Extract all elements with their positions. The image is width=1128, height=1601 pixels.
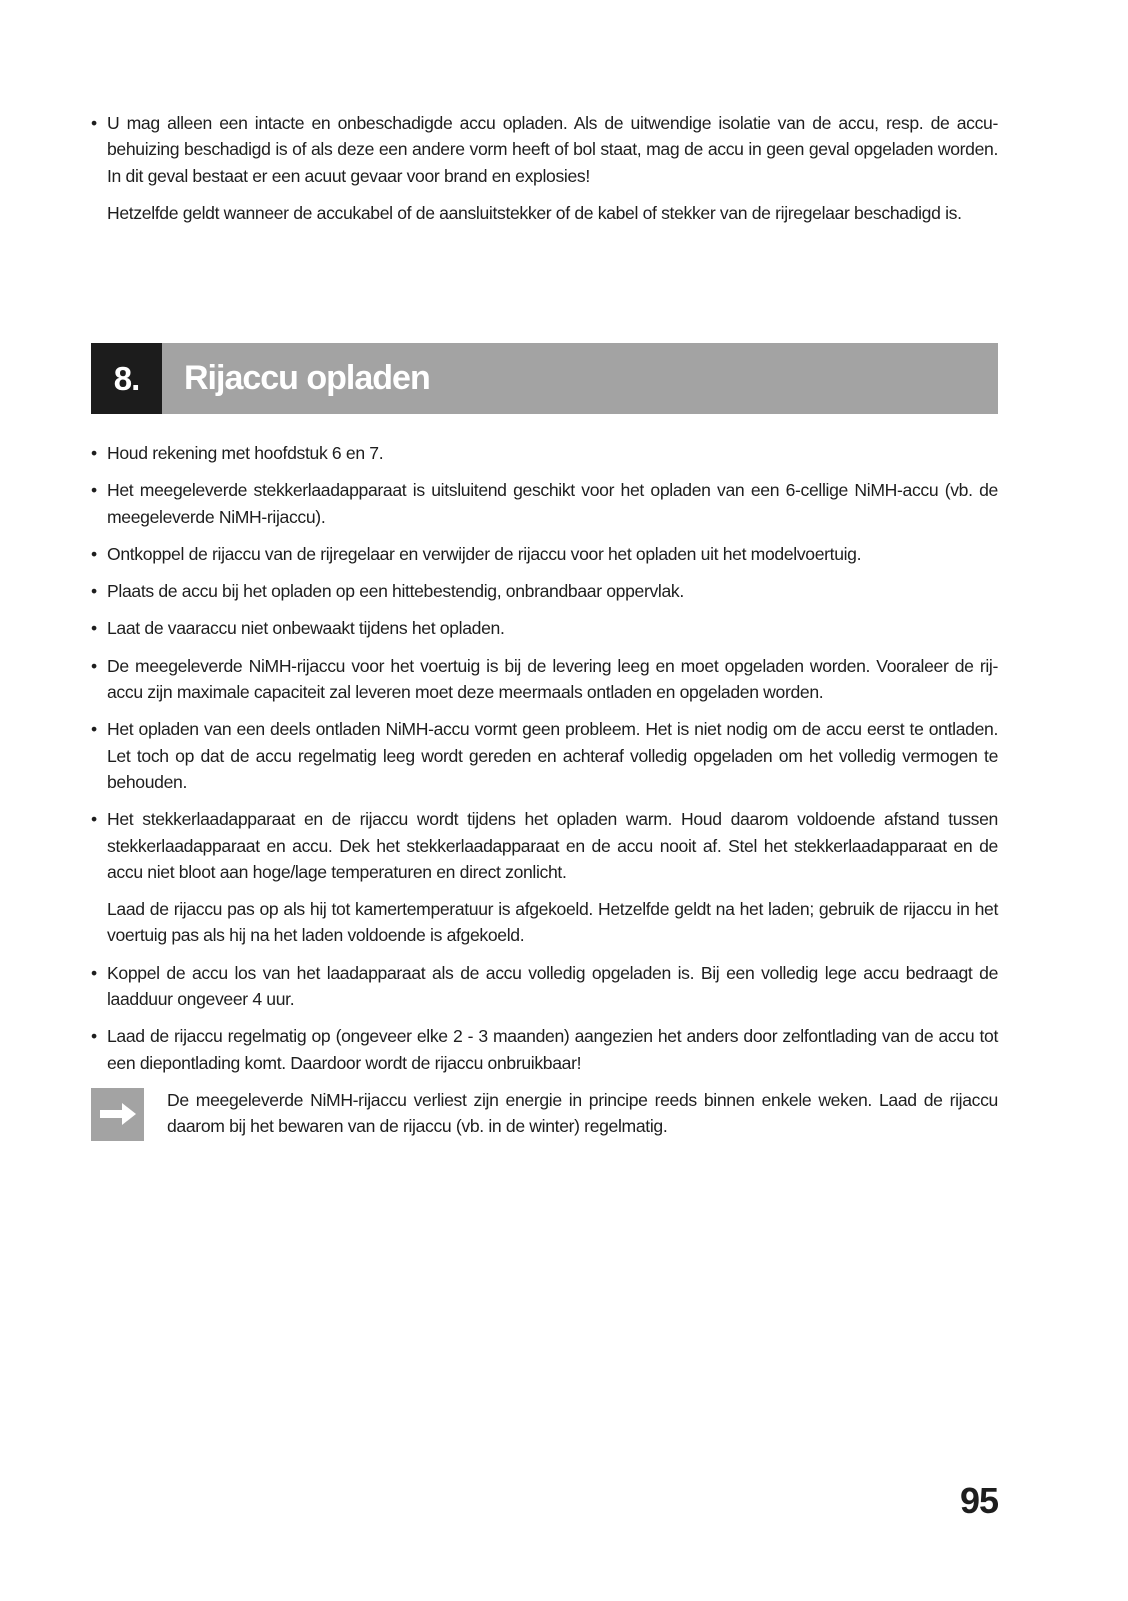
note-box (91, 1087, 998, 1140)
list-item (91, 1023, 998, 1076)
bullet: • (91, 443, 97, 463)
note-text: De meegeleverde NiMH-rijaccu verliest zijn energie in principe reeds binnen enkele weken. Laad de rijaccu daarom bij het bewaren van de rijaccu (vb. in de winter) regelmatig. (167, 1089, 998, 1137)
bullet: • (91, 618, 97, 639)
list-item-text: Laat de vaaraccu niet onbewaakt tijdens het opladen. (107, 618, 505, 639)
list-item-text: Het meegeleverde stekkerlaadapparaat is uitsluitend geschikt voor het opladen van een 6-cellige NiMH-accu (vb. de meegeleverde NiMH-rijaccu). (107, 480, 998, 527)
list-item-text: Plaats de accu bij het opladen op een hittebestendig, onbrandbaar oppervlak. (107, 581, 684, 602)
list-item (91, 615, 998, 641)
bullet: • (91, 543, 97, 564)
section-heading (91, 343, 998, 414)
section-title: Rijaccu opladen (184, 359, 430, 397)
bullet: • (91, 655, 97, 676)
bullet: • (91, 480, 97, 501)
page-number: 95 (959, 1480, 998, 1521)
list-item-text: Laad de rijaccu regelmatig op (ongeveer elke 2 - 3 maanden) aangezien het anders door zelfontlading van de accu tot een diepontlading komt. Daardoor wordt de rijaccu onbruikbaar! (107, 1026, 998, 1073)
list-item (91, 716, 998, 795)
list-item-continuation: Hetzelfde geldt wanneer de accukabel of de aansluitstekker of de kabel of stekker van de rijregelaar beschadigd is. (107, 202, 962, 223)
list-item (91, 960, 998, 1013)
bullet: • (91, 719, 97, 740)
list-item-text: Het stekkerlaadapparaat en de rijaccu wordt tijdens het opladen warm. Houd daarom voldoende afstand tussen stekkerlaadapparaat en accu. Dek het stekkerlaadapparaat en de accu nooit af. Stel het stekkerlaadapparaat en de accu niet bloot aan hoge/lage temperaturen en direct zonlicht. (107, 809, 998, 882)
list-item-text: De meegeleverde NiMH-rijaccu voor het voertuig is bij de levering leeg en moet opgeladen worden. Vooraleer de rij-accu zijn maximale capaciteit zal leveren moet deze meermaals ontladen en opgeladen worden. (107, 655, 998, 703)
list-item (91, 477, 998, 530)
bullet-list (91, 440, 998, 1140)
bullet: • (91, 113, 97, 133)
list-item (91, 110, 998, 189)
list-item (91, 440, 998, 466)
section-number: 8. (91, 343, 162, 414)
list-item (91, 578, 998, 604)
list-item (91, 541, 998, 567)
list-item-text: Houd rekening met hoofdstuk 6 en 7. (107, 443, 384, 463)
list-item-continuation: Laad de rijaccu pas op als hij tot kamertemperatuur is afgekoeld. Hetzelfde geldt na het laden; gebruik de rijaccu in het voertuig pas als hij na het laden voldoende is afgekoeld. (107, 899, 998, 946)
list-item-text: Koppel de accu los van het laadapparaat als de accu volledig opgeladen is. Bij een volledig lege accu bedraagt de laadduur ongeveer 4 uur. (107, 962, 998, 1010)
arrow-right-icon (91, 1088, 144, 1141)
bullet: • (91, 581, 97, 602)
bullet: • (91, 962, 97, 983)
intro-section (91, 110, 998, 237)
list-item-text: U mag alleen een intacte en onbeschadigde accu opladen. Als de uitwendige isolatie van de accu, resp. de accu-behuizing beschadigd is of als deze een andere vorm heeft of bol staat, mag de accu in geen geval opgeladen worden. In dit geval bestaat er een acuut gevaar voor brand en explosies! (107, 113, 998, 186)
list-item-text: Het opladen van een deels ontladen NiMH-accu vormt geen probleem. Het is niet nodig om de accu eerst te ontladen. Let toch op dat de accu regelmatig leeg wordt gereden en achteraf volledig opgeladen om het volledig vermogen te behouden. (107, 719, 998, 792)
bullet: • (91, 809, 97, 830)
bullet: • (91, 1026, 97, 1047)
list-item-text: Ontkoppel de rijaccu van de rijregelaar en verwijder de rijaccu voor het opladen uit het modelvoertuig. (107, 543, 862, 564)
list-item (91, 806, 998, 885)
list-item (91, 653, 998, 706)
